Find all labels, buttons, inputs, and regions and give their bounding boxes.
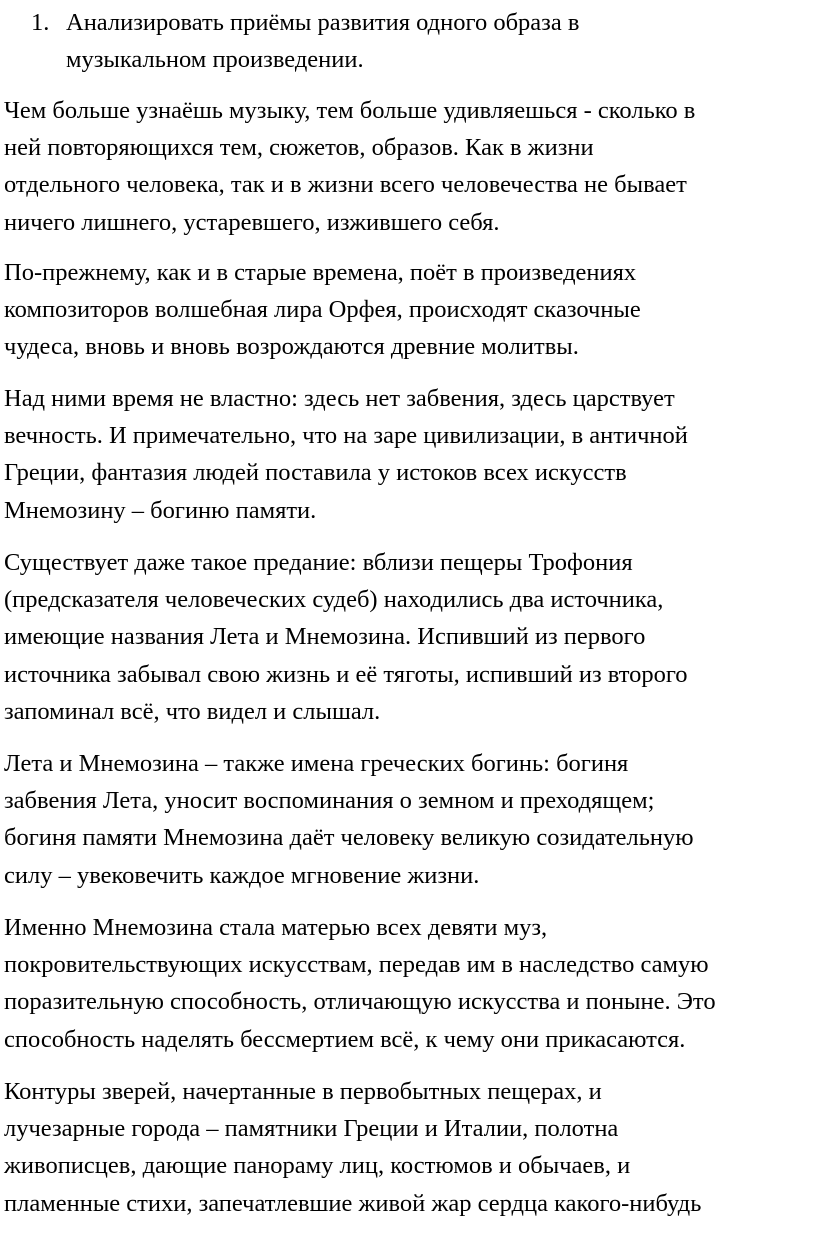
text-line: чудеса, вновь и вновь возрождаются древние молитвы.: [4, 333, 579, 361]
text-line: поразительную способность, отличающую искусства и поныне. Это: [4, 988, 716, 1016]
text-line: богиня памяти Мнемозина даёт человеку великую созидательную: [4, 824, 694, 852]
text-line: Анализировать приёмы развития одного образа в: [66, 9, 580, 36]
text-line: Над ними время не властно: здесь нет забвения, здесь царствует: [4, 385, 675, 412]
text-line: Лета и Мнемозина – также имена греческих богинь: богиня: [4, 750, 629, 777]
text-line: силу – увековечить каждое мгновение жизни.: [4, 861, 480, 889]
paragraph: [4, 92, 816, 241]
text-line: вечность. И примечательно, что на заре цивилизации, в античной: [4, 422, 688, 450]
text-line: музыкальном произведении.: [66, 46, 364, 73]
list-item-text: [66, 4, 786, 78]
text-line: забвения Лета, уносит воспоминания о земном и преходящем;: [4, 787, 655, 815]
paragraph: [4, 380, 816, 529]
text-line: отдельного человека, так и в жизни всего человечества не бывает: [4, 171, 687, 199]
text-line: способность наделять бессмертием всё, к чему они прикасаются.: [4, 1025, 686, 1053]
paragraph: [4, 254, 816, 366]
text-line: живописцев, дающие панораму лиц, костюмов и обычаев, и: [4, 1152, 631, 1180]
text-line: Греции, фантазия людей поставила у истоков всех искусств: [4, 459, 627, 487]
text-line: ничего лишнего, устаревшего, изжившего себя.: [4, 208, 500, 236]
text-line: ней повторяющихся тем, сюжетов, образов. Как в жизни: [4, 134, 594, 162]
text-line: покровительствующих искусствам, передав им в наследство самую: [4, 951, 709, 979]
paragraph: [4, 1073, 816, 1222]
text-line: Именно Мнемозина стала матерью всех девяти муз,: [4, 914, 548, 941]
text-line: (предсказателя человеческих судеб) находились два источника,: [4, 586, 664, 614]
text-line: композиторов волшебная лира Орфея, происходят сказочные: [4, 296, 641, 324]
text-line: По-прежнему, как и в старые времена, поёт в произведениях: [4, 259, 637, 286]
text-line: пламенные стихи, запечатлевшие живой жар сердца какого-нибудь: [4, 1189, 702, 1217]
text-line: источника забывал свою жизнь и её тяготы, испивший из второго: [4, 660, 688, 688]
text-line: Мнемозину – богиню памяти.: [4, 496, 317, 524]
text-line: имеющие названия Лета и Мнемозина. Испивший из первого: [4, 623, 646, 651]
text-line: запоминал всё, что видел и слышал.: [4, 697, 381, 725]
text-line: Существует даже такое предание: вблизи пещеры Трофония: [4, 549, 633, 576]
list-number: 1.: [31, 9, 50, 36]
paragraph: [4, 745, 816, 894]
text-line: лучезарные города – памятники Греции и Италии, полотна: [4, 1115, 619, 1143]
paragraph: [4, 544, 816, 730]
text-line: Контуры зверей, начертанные в первобытных пещерах, и: [4, 1078, 602, 1105]
paragraph: [4, 909, 816, 1058]
text-line: Чем больше узнаёшь музыку, тем больше удивляешься - сколько в: [4, 97, 696, 124]
